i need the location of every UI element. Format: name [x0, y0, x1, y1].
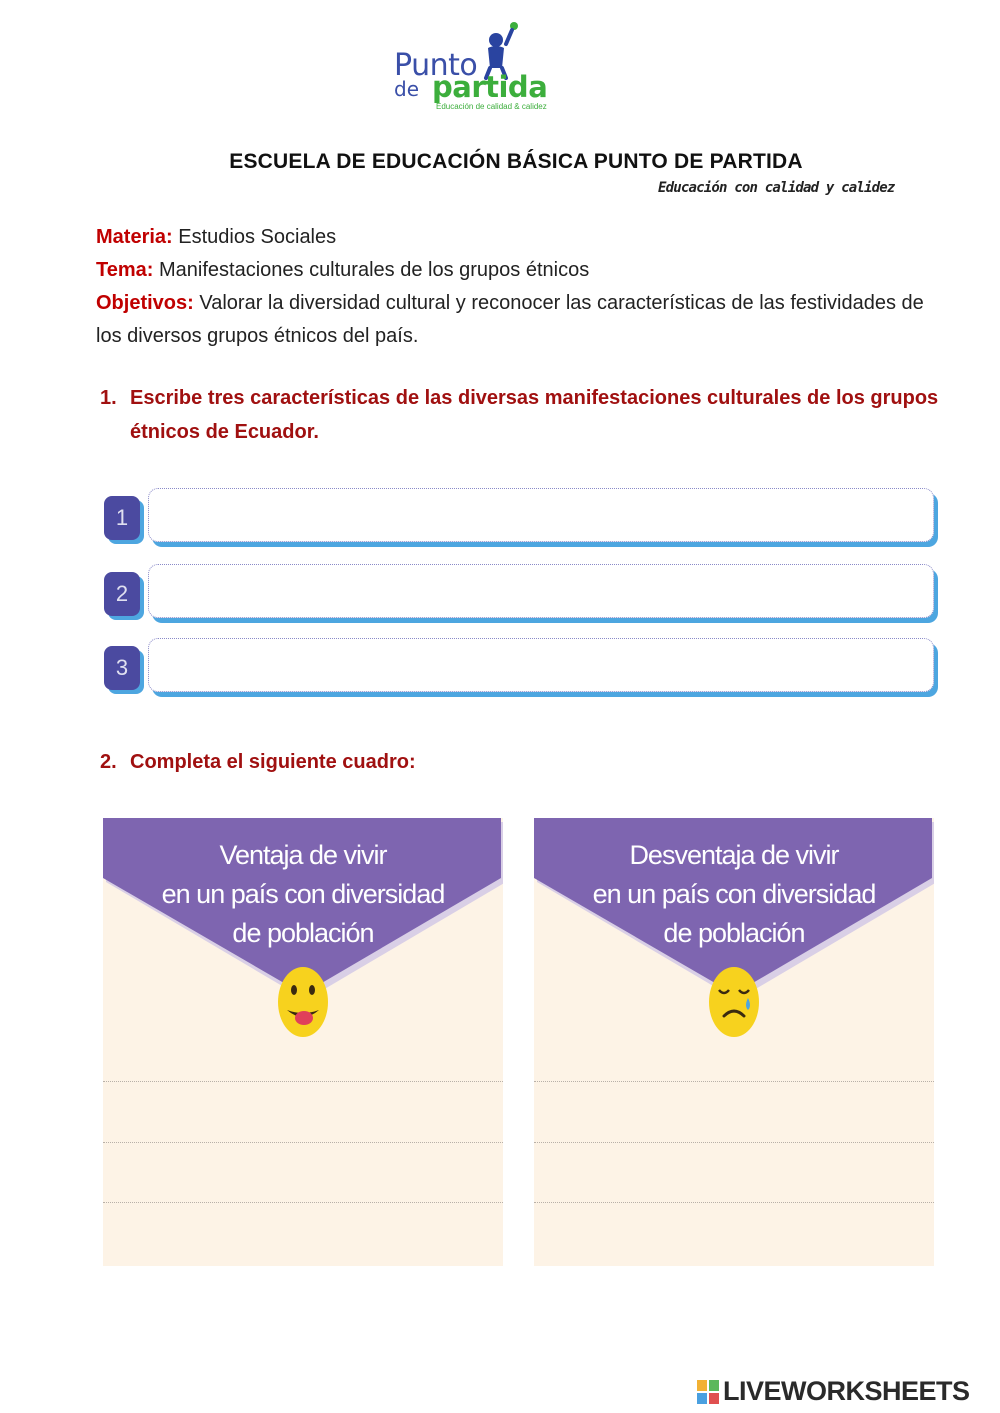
materia-label: Materia:: [96, 226, 173, 248]
answer-badge-2: 2: [104, 572, 140, 616]
materia-line: [96, 221, 946, 254]
desventaja-heading-line1: Desventaja de vivir: [629, 840, 839, 870]
answer-row-2: [104, 564, 940, 624]
brand-text: LIVEWORKSHEETS: [723, 1376, 970, 1406]
school-logo: [390, 20, 560, 110]
logo-text-de: de: [394, 77, 419, 101]
materia-value: Estudios Sociales: [178, 226, 337, 248]
answer-field-1[interactable]: [148, 488, 934, 542]
ventaja-line-3: [103, 1202, 503, 1203]
tema-line: [96, 254, 946, 287]
objetivos-label: Objetivos:: [96, 292, 194, 314]
answer-row-3: [104, 638, 940, 698]
answer-row-1: [104, 488, 940, 548]
question-1-text: Escribe tres características de las diversas manifestaciones culturales de los grupos étnicos de Ecuador.: [130, 387, 939, 443]
logo-tagline: Educación de calidad & calidez: [436, 102, 547, 111]
question-2-number: 2.: [100, 751, 117, 773]
tema-value: Manifestaciones culturales de los grupos étnicos: [158, 259, 590, 281]
question-2-text: Completa el siguiente cuadro:: [130, 751, 416, 773]
logo-text-partida: partida: [432, 70, 548, 104]
ventaja-heading-line1: Ventaja de vivir: [219, 840, 387, 870]
school-title: ESCUELA DE EDUCACIÓN BÁSICA PUNTO DE PARTIDA: [229, 150, 803, 173]
desventaja-heading-line3: de población: [663, 918, 805, 948]
ventaja-heading: [103, 836, 503, 953]
objetivos-block: [96, 287, 946, 353]
answer-field-2[interactable]: [148, 564, 934, 618]
answer-badge-1: 1: [104, 496, 140, 540]
answer-field-3[interactable]: [148, 638, 934, 692]
school-slogan: Educación con calidad y calidez: [658, 180, 895, 196]
desventaja-heading: [534, 836, 934, 953]
desventaja-heading-line2: en un país con diversidad: [592, 879, 876, 909]
tema-label: Tema:: [96, 259, 154, 281]
ventaja-heading-line2: en un país con diversidad: [161, 879, 445, 909]
question-2: [100, 745, 950, 779]
sad-face-icon: [708, 960, 760, 1038]
desventaja-line-3: [534, 1202, 934, 1203]
logo-text-punto: Punto: [394, 48, 478, 83]
question-1-number: 1.: [100, 387, 117, 409]
ventaja-heading-line3: de población: [232, 918, 374, 948]
liveworksheets-brand: [697, 1376, 970, 1407]
objetivos-value: Valorar la diversidad cultural y reconocer las características de las festividades de los diversos grupos étnicos del país.: [96, 292, 924, 347]
answer-badge-3: 3: [104, 646, 140, 690]
desventaja-line-2: [534, 1142, 934, 1143]
ventaja-card: [103, 818, 503, 1266]
question-1: [100, 381, 950, 449]
ventaja-line-1: [103, 1081, 503, 1082]
happy-face-icon: [277, 960, 329, 1038]
ventaja-line-2: [103, 1142, 503, 1143]
desventaja-card: [534, 818, 934, 1266]
desventaja-line-1: [534, 1081, 934, 1082]
